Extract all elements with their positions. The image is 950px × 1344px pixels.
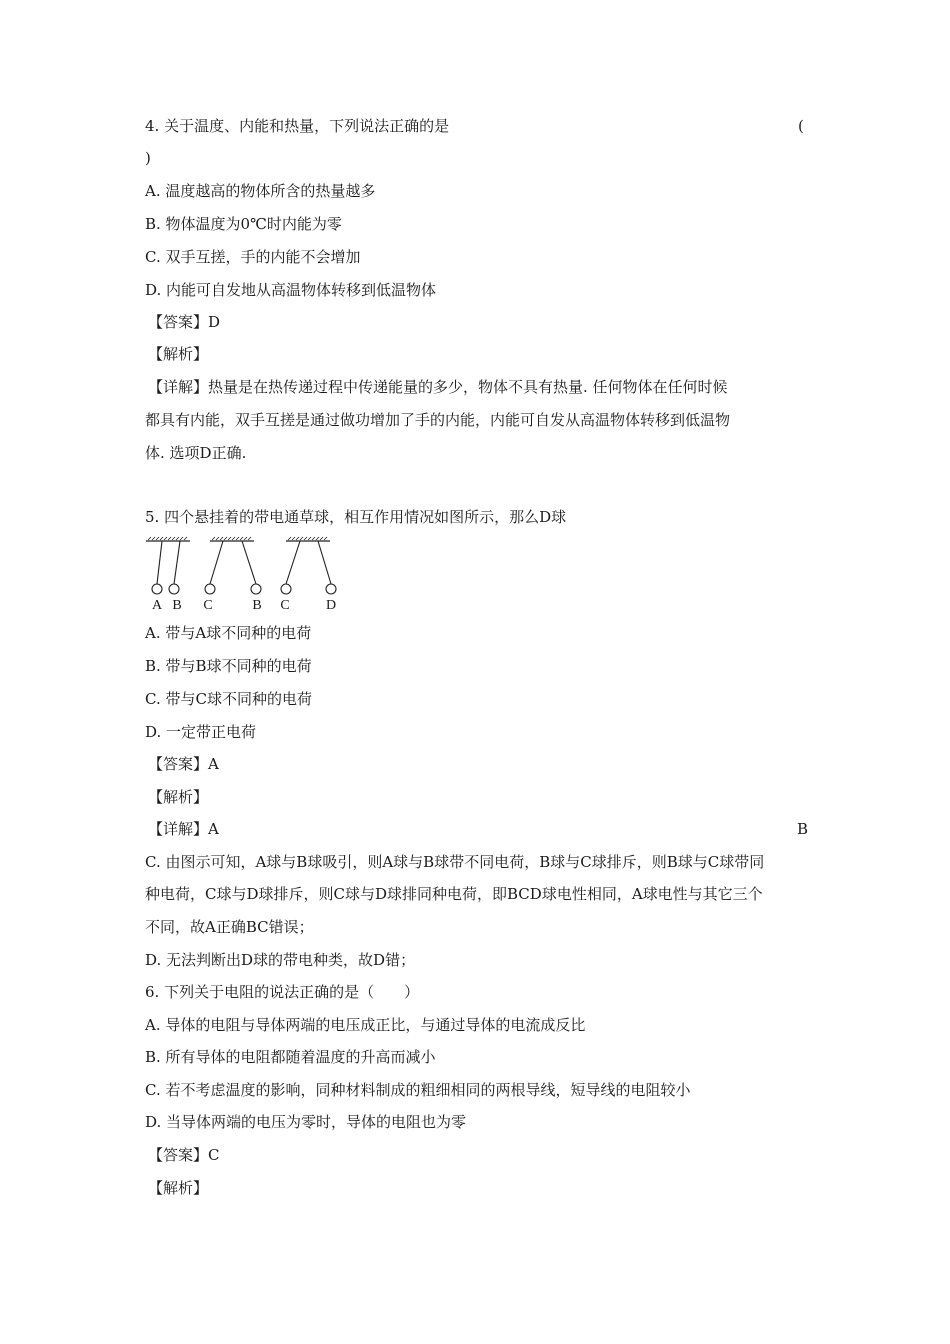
q4-stem: 4. 关于温度、内能和热量，下列说法正确的是	[145, 117, 450, 135]
q4-detail-line-2: 都具有内能，双手互搓是通过做功增加了手的内能，内能可自发从高温物体转移到低温物	[145, 411, 731, 429]
q6-analysis-heading: 【解析】	[148, 1179, 209, 1197]
q5-analysis-heading: 【解析】	[148, 788, 209, 806]
q6-option-a: A. 导体的电阻与导体两端的电压成正比，与通过导体的电流成反比	[145, 1016, 586, 1034]
q4-option-c: C. 双手互搓，手的内能不会增加	[145, 248, 361, 266]
figure-label-b1: B	[172, 598, 182, 613]
q4-paren-open: (	[798, 117, 804, 135]
q5-detail-line-2: 种电荷，C球与D球排斥，则C球与D球排同种电荷，即BCD球电性相同，A球电性与其它三个	[145, 885, 763, 903]
figure-label-a: A	[151, 598, 163, 613]
figure-label-b2: B	[252, 598, 262, 613]
q5-detail-line-1: C. 由图示可知，A球与B球吸引，则A球与B球带不同电荷，B球与C球排斥，则B球与C球带同	[145, 853, 765, 871]
q5-detail-line-4: D. 无法判断出D球的带电种类，故D错；	[145, 951, 416, 969]
q5-option-b: B. 带与B球不同种的电荷	[145, 657, 312, 675]
q5-stem: 5. 四个悬挂着的带电通草球，相互作用情况如图所示，那么D球	[145, 508, 567, 526]
q4-analysis-heading: 【解析】	[148, 345, 209, 363]
q6-option-c: C. 若不考虑温度的影响，同种材料制成的粗细相同的两根导线，短导线的电阻较小	[145, 1081, 691, 1099]
q5-option-d: D. 一定带正电荷	[145, 723, 257, 741]
q4-option-d: D. 内能可自发地从高温物体转移到低温物体	[145, 281, 437, 299]
q5-detail-line-3: 不同，故A正确BC错误；	[145, 918, 314, 936]
q4-option-a: A. 温度越高的物体所含的热量越多	[145, 182, 376, 200]
q5-option-c: C. 带与C球不同种的电荷	[145, 690, 312, 708]
q5-detail-right: B	[797, 820, 809, 838]
q4-paren-close: )	[145, 149, 151, 167]
q5-detail-head: 【详解】A	[148, 820, 219, 838]
figure-label-c1: C	[203, 598, 213, 613]
q4-detail-line-3: 体. 选项D正确.	[145, 444, 247, 462]
figure-label-d: D	[325, 598, 337, 613]
q4-detail-line-1: 【详解】热量是在热传递过程中传递能量的多少，物体不具有热量. 任何物体在任何时候	[148, 378, 728, 396]
q6-option-d: D. 当导体两端的电压为零时，导体的电阻也为零	[145, 1113, 467, 1131]
q4-answer: 【答案】D	[148, 313, 221, 331]
q4-option-b: B. 物体温度为0℃时内能为零	[145, 215, 342, 233]
q6-stem: 6. 下列关于电阻的说法正确的是（ ）	[145, 983, 420, 1001]
q6-answer: 【答案】C	[148, 1146, 220, 1164]
q5-answer: 【答案】A	[148, 755, 219, 773]
q5-option-a: A. 带与A球不同种的电荷	[145, 624, 312, 642]
q5-pendulum-figure	[140, 535, 350, 615]
figure-label-c2: C	[280, 598, 290, 613]
q6-option-b: B. 所有导体的电阻都随着温度的升高而减小	[145, 1048, 436, 1066]
